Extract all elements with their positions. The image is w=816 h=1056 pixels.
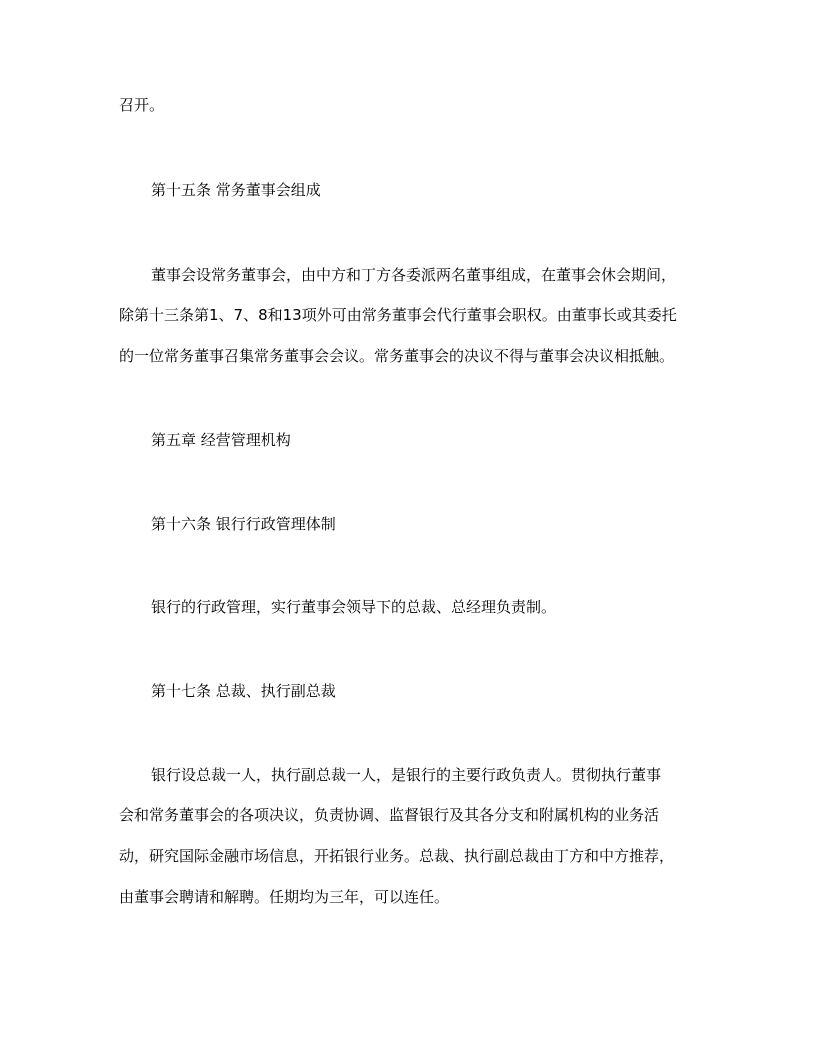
paragraph-line: 由董事会聘请和解聘。任期均为三年，可以连任。	[119, 888, 450, 906]
paragraph-line: 除第十三条第1、7、8和13项外可由常务董事会代行董事会职权。由董事长或其委托	[119, 306, 677, 324]
article-heading: 第十七条 总裁、执行副总裁	[151, 682, 336, 700]
paragraph-line: 银行的行政管理，实行董事会领导下的总裁、总经理负责制。	[151, 598, 557, 616]
chapter-heading: 第五章 经营管理机构	[151, 431, 291, 449]
article-heading: 第十六条 银行行政管理体制	[151, 515, 336, 533]
paragraph-line: 董事会设常务董事会，由中方和丁方各委派两名董事组成，在董事会休会期间，	[151, 266, 677, 284]
article-heading: 第十五条 常务董事会组成	[151, 181, 321, 199]
paragraph-line: 银行设总裁一人，执行副总裁一人，是银行的主要行政负责人。贯彻执行董事	[151, 766, 662, 784]
paragraph-line: 的一位常务董事召集常务董事会会议。常务董事会的决议不得与董事会决议相抵触。	[119, 347, 675, 365]
paragraph-line: 会和常务董事会的各项决议，负责协调、监督银行及其各分支和附属机构的业务活	[119, 806, 660, 824]
text-line: 召开。	[119, 96, 165, 114]
paragraph-line: 动，研究国际金融市场信息，开拓银行业务。总裁、执行副总裁由丁方和中方推荐，	[119, 847, 675, 865]
